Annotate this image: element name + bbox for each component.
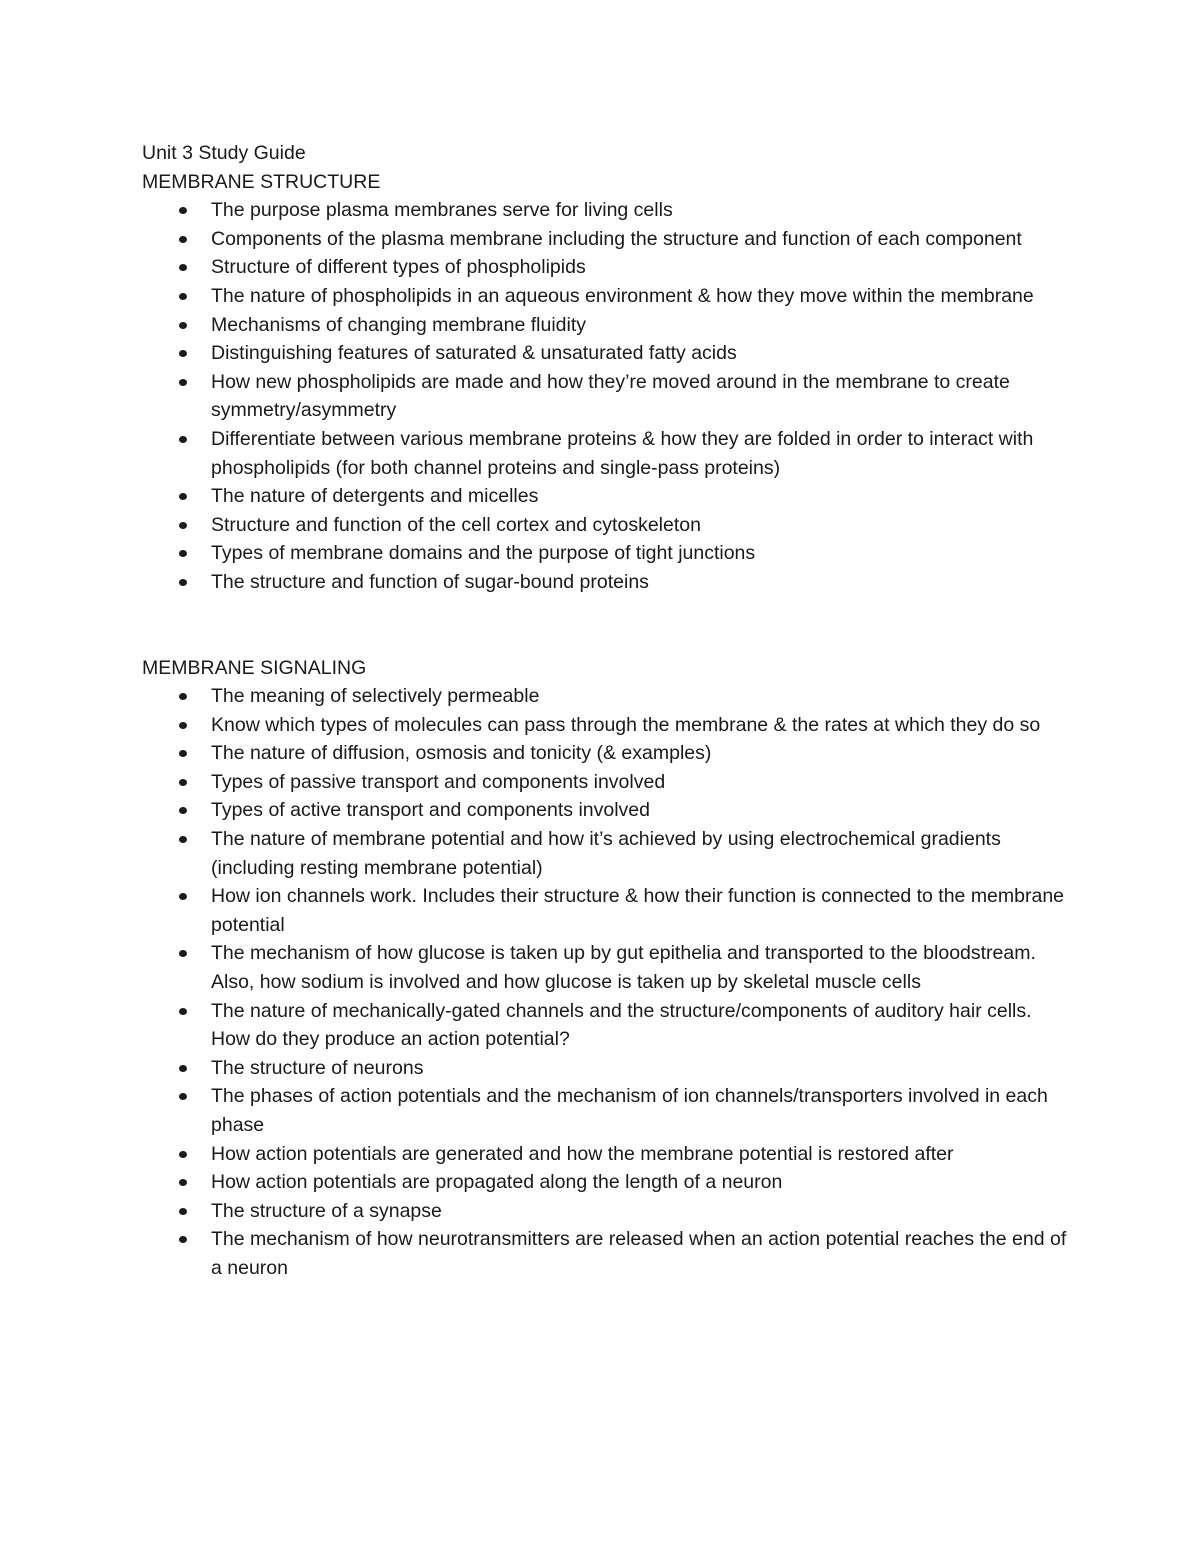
list-item bbox=[142, 539, 1072, 568]
list-item bbox=[142, 682, 1072, 711]
list-item-text: How action potentials are propagated along the length of a neuron bbox=[211, 1171, 783, 1194]
bullet-icon bbox=[179, 493, 187, 500]
list-item bbox=[142, 1082, 1072, 1139]
bullet-list bbox=[142, 196, 1072, 596]
list-item-text: The nature of phospholipids in an aqueous environment & how they move within the membrane bbox=[211, 284, 1034, 307]
list-item bbox=[142, 825, 1072, 882]
list-item bbox=[142, 225, 1072, 254]
list-item bbox=[142, 997, 1072, 1054]
list-item-text: The structure of a synapse bbox=[211, 1199, 442, 1222]
bullet-icon bbox=[179, 750, 187, 757]
bullet-icon bbox=[179, 207, 187, 214]
list-item-text: How action potentials are generated and how the membrane potential is restored after bbox=[211, 1142, 954, 1165]
list-item bbox=[142, 253, 1072, 282]
list-item-text: Types of active transport and components involved bbox=[211, 799, 650, 822]
list-item bbox=[142, 768, 1072, 797]
list-item-text: How new phospholipids are made and how they’re moved around in the membrane to create symmetry/asymmetry bbox=[211, 370, 1010, 422]
list-item bbox=[142, 882, 1072, 939]
list-item-text: The structure of neurons bbox=[211, 1056, 424, 1079]
bullet-icon bbox=[179, 522, 187, 529]
list-item-text: Differentiate between various membrane proteins & how they are folded in order to interact with phospholipids (for both channel proteins and single-pass proteins) bbox=[211, 427, 1034, 479]
bullet-icon bbox=[179, 779, 187, 786]
list-item bbox=[142, 1168, 1072, 1197]
bullet-icon bbox=[179, 1179, 187, 1186]
section-heading: MEMBRANE SIGNALING bbox=[142, 656, 367, 679]
bullet-icon bbox=[179, 293, 187, 300]
bullet-icon bbox=[179, 322, 187, 329]
list-item-text: Types of membrane domains and the purpose of tight junctions bbox=[211, 542, 756, 565]
bullet-icon bbox=[179, 1008, 187, 1015]
bullet-icon bbox=[179, 579, 187, 586]
list-item-text: The phases of action potentials and the mechanism of ion channels/transporters involved in each phase bbox=[211, 1085, 1048, 1136]
list-item bbox=[142, 739, 1072, 768]
list-item-text: How ion channels work. Includes their structure & how their function is connected to the membrane potential bbox=[211, 885, 1065, 936]
list-item-text: Mechanisms of changing membrane fluidity bbox=[211, 313, 587, 336]
list-item bbox=[142, 1140, 1072, 1169]
list-item bbox=[142, 1225, 1072, 1282]
list-item-text: Types of passive transport and components involved bbox=[211, 770, 666, 793]
list-item bbox=[142, 196, 1072, 225]
bullet-icon bbox=[179, 893, 187, 900]
list-item-text: The mechanism of how glucose is taken up by gut epithelia and transported to the bloodstream. Also, how sodium is involved and how glucose is taken up by skeletal muscle cells bbox=[211, 942, 1036, 994]
list-item-text: The nature of membrane potential and how it’s achieved by using electrochemical gradients (including resting membrane potential) bbox=[211, 828, 1001, 879]
bullet-list bbox=[142, 682, 1072, 1282]
section-spacer bbox=[142, 597, 1072, 654]
bullet-icon bbox=[179, 379, 187, 386]
list-item-text: Components of the plasma membrane including the structure and function of each component bbox=[211, 227, 1022, 250]
bullet-icon bbox=[179, 1093, 187, 1100]
list-item bbox=[142, 311, 1072, 340]
document-title: Unit 3 Study Guide bbox=[142, 142, 306, 164]
bullet-icon bbox=[179, 236, 187, 243]
bullet-icon bbox=[179, 950, 187, 957]
list-item-text: Distinguishing features of saturated & unsaturated fatty acids bbox=[211, 342, 737, 365]
list-item bbox=[142, 282, 1072, 311]
list-item bbox=[142, 568, 1072, 597]
list-item bbox=[142, 796, 1072, 825]
bullet-icon bbox=[179, 264, 187, 271]
list-item-text: The nature of mechanically-gated channels and the structure/components of auditory hair cells. How do they produce an action potential? bbox=[211, 999, 1032, 1051]
bullet-icon bbox=[179, 550, 187, 557]
bullet-icon bbox=[179, 1208, 187, 1215]
list-item bbox=[142, 482, 1072, 511]
list-item-text: The mechanism of how neurotransmitters are released when an action potential reaches the end of a neuron bbox=[211, 1228, 1067, 1279]
list-item-text: The structure and function of sugar-bound proteins bbox=[211, 570, 649, 593]
bullet-icon bbox=[179, 1151, 187, 1158]
list-item-text: Structure of different types of phospholipids bbox=[211, 256, 586, 279]
list-item bbox=[142, 339, 1072, 368]
bullet-icon bbox=[179, 836, 187, 843]
bullet-icon bbox=[179, 693, 187, 700]
list-item-text: The meaning of selectively permeable bbox=[211, 685, 540, 708]
bullet-icon bbox=[179, 1236, 187, 1243]
list-item bbox=[142, 711, 1072, 740]
list-item-text: The nature of detergents and micelles bbox=[211, 485, 539, 508]
bullet-icon bbox=[179, 1065, 187, 1072]
list-item-text: Structure and function of the cell cortex and cytoskeleton bbox=[211, 513, 701, 536]
document-page bbox=[142, 139, 1072, 1283]
list-item bbox=[142, 425, 1072, 482]
list-item-text: The purpose plasma membranes serve for living cells bbox=[211, 199, 673, 222]
section-membrane-signaling bbox=[142, 654, 1072, 1283]
list-item bbox=[142, 1054, 1072, 1083]
bullet-icon bbox=[179, 436, 187, 443]
list-item bbox=[142, 511, 1072, 540]
list-item-text: The nature of diffusion, osmosis and tonicity (& examples) bbox=[211, 742, 712, 765]
list-item-text: Know which types of molecules can pass through the membrane & the rates at which they do so bbox=[211, 713, 1041, 736]
bullet-icon bbox=[179, 722, 187, 729]
bullet-icon bbox=[179, 807, 187, 814]
section-membrane-structure bbox=[142, 168, 1072, 597]
section-heading: MEMBRANE STRUCTURE bbox=[142, 170, 381, 193]
list-item bbox=[142, 1197, 1072, 1226]
list-item bbox=[142, 939, 1072, 996]
list-item bbox=[142, 368, 1072, 425]
bullet-icon bbox=[179, 350, 187, 357]
